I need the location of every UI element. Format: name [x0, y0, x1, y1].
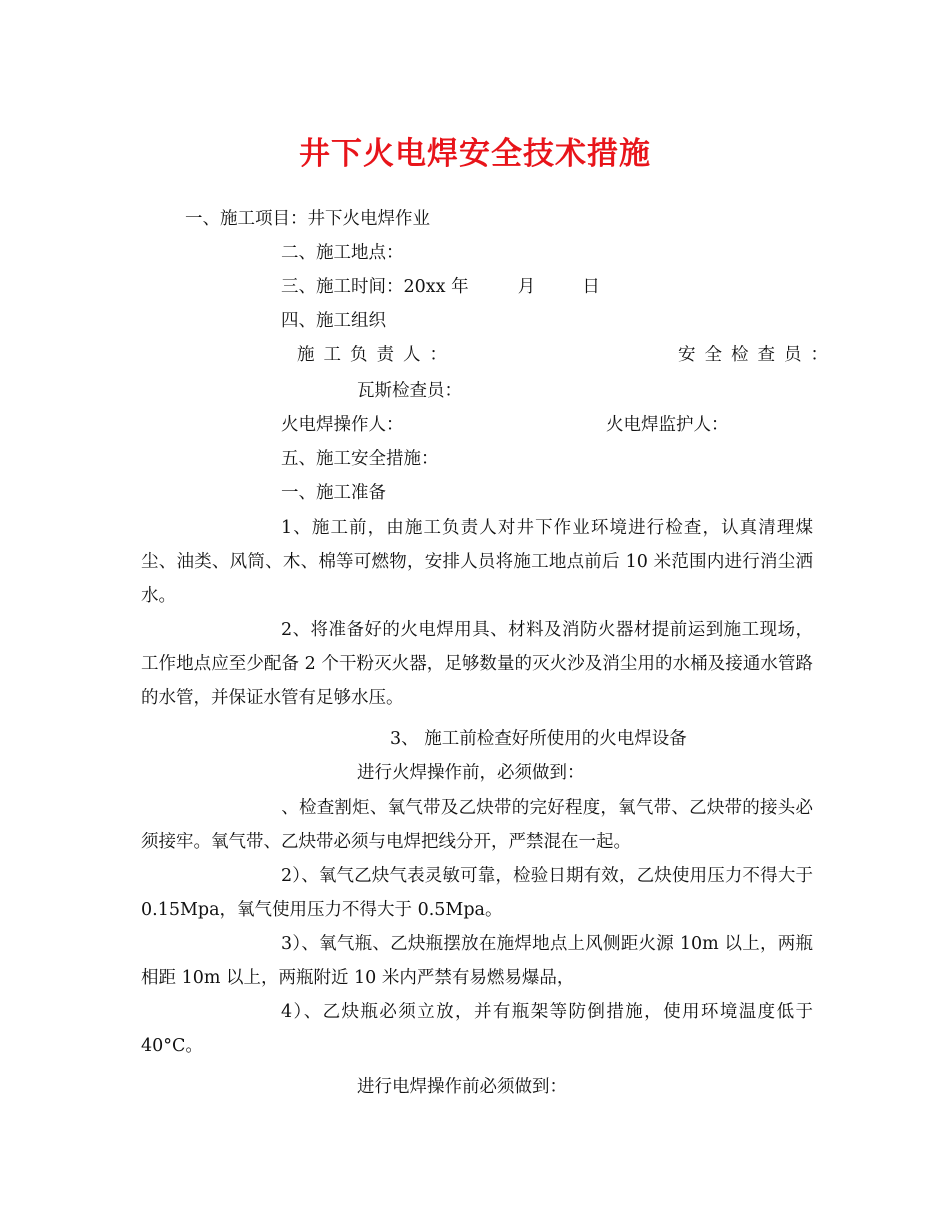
- fire-welding-subheading: 进行火焊操作前，必须做到：: [357, 763, 585, 783]
- item-safety-inspector: 安全检查员：: [678, 345, 837, 365]
- item-time: [281, 276, 600, 298]
- paragraph-2: 2、将准备好的火电焊用具、材料及消防火器材提前运到施工现场，工作地点应至少配备 2 个干粉灭火器，足够数量的灭火沙及消尘用的水桶及接通水管路的水管，并保证水管有足够水压。: [141, 620, 813, 708]
- item-operator: 火电焊操作人：: [281, 415, 404, 435]
- item-location: 二、施工地点：: [281, 243, 404, 263]
- check-item-1: 、检查割炬、氧气带及乙炔带的完好程度，氧气带、乙炔带的接头必须接牢。氧气带、乙炔带必须与电焊把线分开，严禁混在一起。: [141, 798, 813, 852]
- item-project: 一、施工项目：井下火电焊作业: [185, 209, 430, 229]
- check-item-2: 2）、氧气乙炔气表灵敏可靠，检验日期有效，乙炔使用压力不得大于 0.15Mpa，氧气使用压力不得大于 0.5Mpa。: [141, 866, 813, 920]
- item-measures: 五、施工安全措施：: [281, 449, 439, 469]
- electric-welding-subheading: 进行电焊操作前必须做到：: [357, 1077, 567, 1097]
- item-prep: 一、施工准备: [281, 483, 386, 503]
- document-title: 井下火电焊安全技术措施: [299, 136, 651, 172]
- time-month: 月: [517, 277, 536, 297]
- item-leader: 施工负责人：: [297, 345, 456, 365]
- time-day: 日: [582, 277, 600, 297]
- paragraph-3-heading: 3、 施工前检查好所使用的火电焊设备: [390, 729, 687, 749]
- item-organization: 四、施工组织: [281, 311, 386, 331]
- check-item-4: 4）、乙炔瓶必须立放，并有瓶架等防倒措施，使用环境温度低于 40°C。: [141, 1002, 813, 1056]
- paragraph-1: 1、施工前，由施工负责人对井下作业环境进行检查，认真清理煤尘、油类、风筒、木、棉等可燃物，安排人员将施工地点前后 10 米范围内进行消尘洒水。: [141, 518, 813, 606]
- item-gas-inspector: 瓦斯检查员：: [357, 381, 462, 401]
- check-item-3: 3）、氧气瓶、乙炔瓶摆放在施焊地点上风侧距火源 10m 以上，两瓶相距 10m 以上，两瓶附近 10 米内严禁有易燃易爆品，: [141, 934, 813, 988]
- item-supervisor: 火电焊监护人：: [606, 415, 729, 435]
- time-prefix: 三、施工时间：20xx 年: [281, 277, 469, 297]
